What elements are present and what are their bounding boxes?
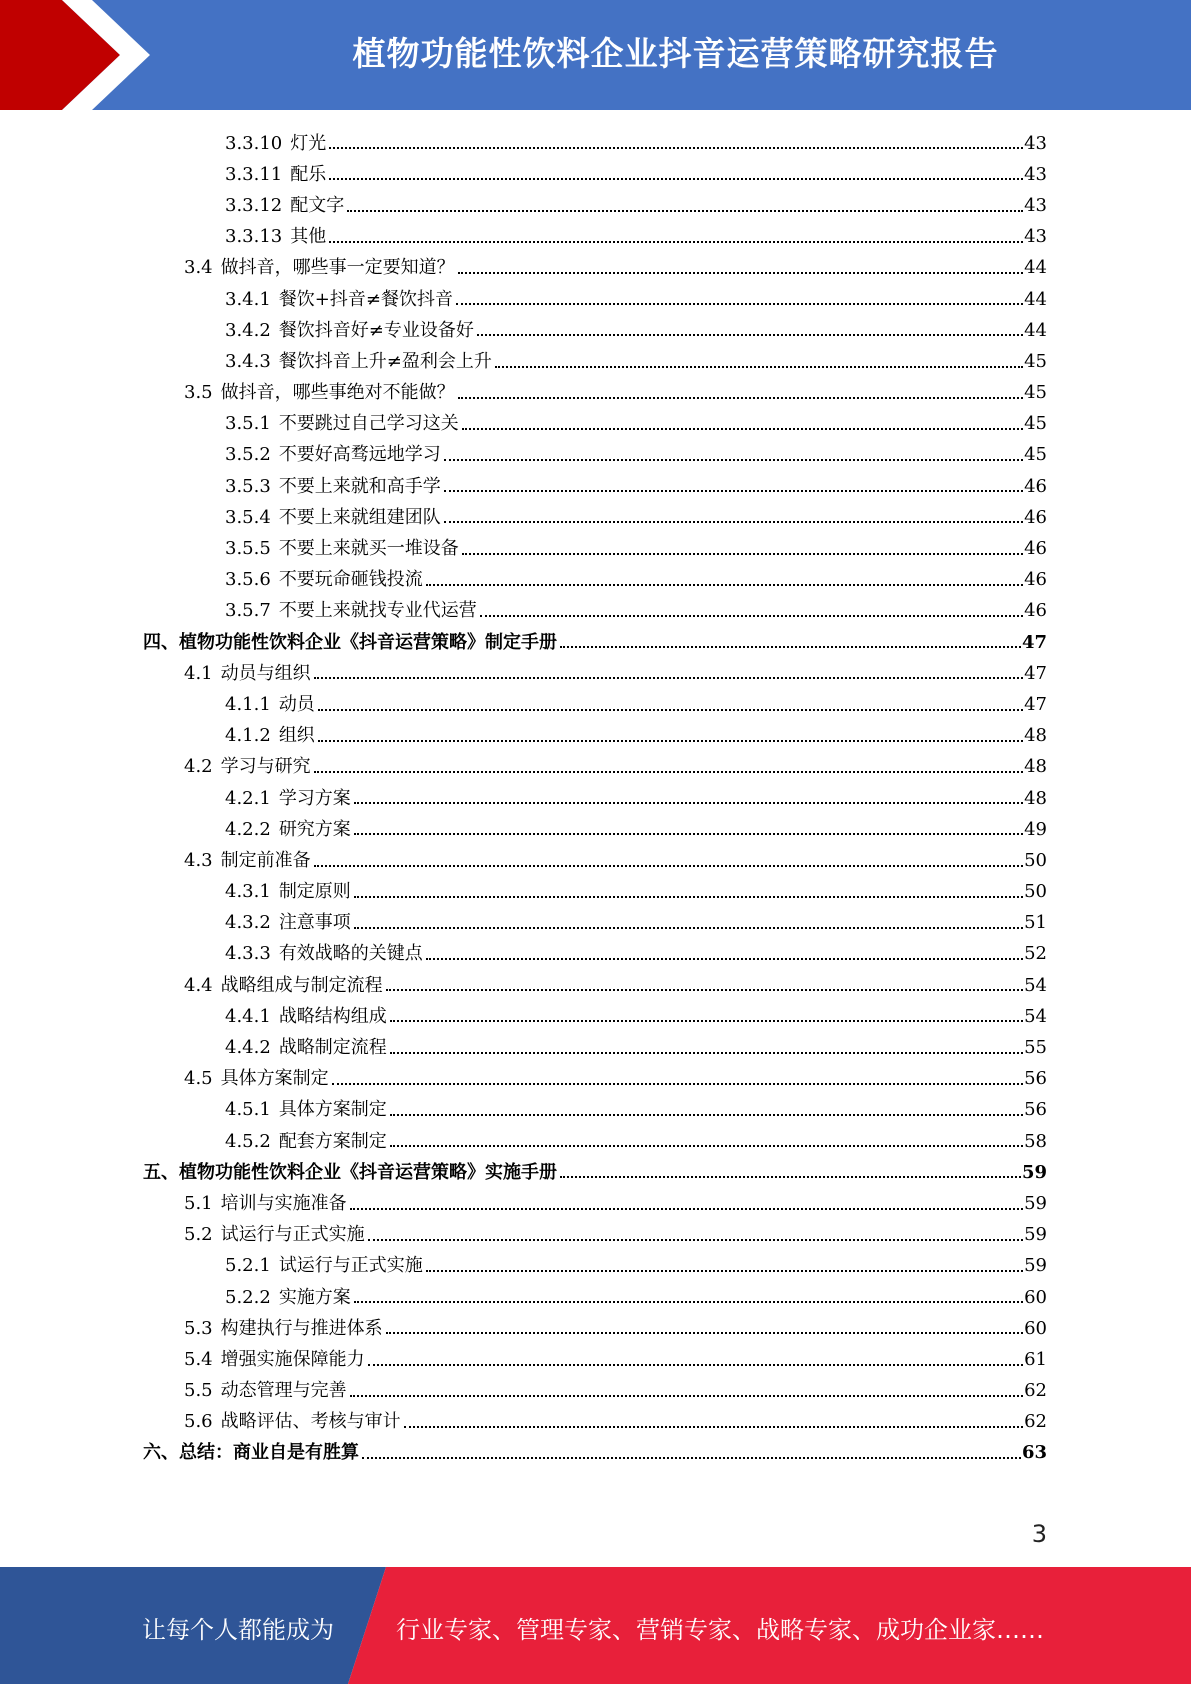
toc-entry-title	[225, 1131, 387, 1153]
toc-entry-number: 3.3.12	[225, 194, 283, 216]
toc-dot-leader	[426, 958, 1023, 960]
toc-entry-label: 配套方案制定	[278, 1130, 387, 1152]
toc-page-number: 47	[1024, 662, 1047, 684]
toc-entry-number: 3.4	[184, 257, 213, 279]
toc-entry[interactable]	[0, 409, 1047, 440]
toc-entry-title	[143, 1442, 359, 1464]
toc-entry-title	[225, 133, 326, 155]
toc-dot-leader	[386, 989, 1023, 991]
toc-entry-number: 4.3.1	[225, 881, 271, 903]
toc-page-number: 59	[1024, 1224, 1047, 1246]
toc-entry-title	[225, 725, 315, 747]
toc-entry-title	[184, 1068, 329, 1090]
toc-page-number: 51	[1024, 912, 1047, 934]
toc-entry-title	[225, 413, 459, 435]
toc-entry-label: 不要上来就和高手学	[278, 475, 441, 497]
toc-entry-title	[184, 1349, 365, 1371]
toc-entry[interactable]	[0, 783, 1047, 814]
toc-entry[interactable]	[0, 752, 1047, 783]
toc-dot-leader	[477, 334, 1023, 336]
toc-page-number: 60	[1024, 1317, 1047, 1339]
toc-entry-title	[184, 850, 311, 872]
toc-entry-title	[184, 382, 455, 404]
toc-entry[interactable]	[0, 346, 1047, 377]
toc-entry-number: 3.5.2	[225, 444, 271, 466]
toc-entry[interactable]	[0, 1064, 1047, 1095]
toc-page-number: 52	[1024, 943, 1047, 965]
toc-page-number: 48	[1024, 756, 1047, 778]
toc-dot-leader	[444, 459, 1023, 461]
toc-entry-label: 不要好高骛远地学习	[278, 444, 441, 466]
toc-entry[interactable]	[0, 315, 1047, 346]
toc-entry-title	[184, 1318, 383, 1340]
toc-entry-title	[225, 1037, 387, 1059]
toc-entry-number: 3.5.1	[225, 413, 271, 435]
toc-entry-number: 4.4.2	[225, 1037, 271, 1059]
toc-entry-number: 5.2.2	[225, 1286, 271, 1308]
toc-dot-leader	[354, 927, 1023, 929]
toc-entry-title	[225, 444, 441, 466]
toc-entry[interactable]	[0, 1344, 1047, 1375]
toc-entry-number: 5.6	[184, 1411, 213, 1433]
toc-dot-leader	[347, 210, 1023, 212]
toc-entry[interactable]	[0, 253, 1047, 284]
toc-dot-leader	[426, 1270, 1023, 1272]
toc-entry-number: 3.3.13	[225, 226, 283, 248]
toc-entry-number: 3.5.3	[225, 475, 271, 497]
toc-entry[interactable]	[0, 1157, 1047, 1188]
toc-entry[interactable]	[0, 814, 1047, 845]
toc-entry-title	[225, 569, 423, 591]
toc-dot-leader	[354, 1301, 1023, 1303]
toc-entry-number: 3.4.3	[225, 350, 271, 372]
toc-page-number: 56	[1024, 1068, 1047, 1090]
page-header	[0, 0, 1191, 110]
toc-dot-leader	[318, 740, 1023, 742]
toc-entry[interactable]	[0, 502, 1047, 533]
toc-entry-title	[225, 476, 441, 498]
toc-entry-label: 餐饮抖音好≠专业设备好	[278, 319, 474, 341]
toc-dot-leader	[314, 771, 1023, 773]
toc-dot-leader	[462, 553, 1023, 555]
toc-page-number: 43	[1024, 163, 1047, 185]
toc-entry[interactable]	[0, 471, 1047, 502]
toc-entry-number: 4.5	[184, 1068, 213, 1090]
toc-entry-title	[184, 1411, 401, 1433]
toc-entry-title	[225, 943, 423, 965]
toc-entry[interactable]	[0, 1001, 1047, 1032]
toc-entry-title	[225, 320, 474, 342]
toc-entry-number: 3.4.1	[225, 288, 271, 310]
toc-entry-label: 试运行与正式实施	[220, 1224, 365, 1246]
toc-entry-label: 具体方案制定	[278, 1099, 387, 1121]
toc-entry-number: 3.5.5	[225, 538, 271, 560]
toc-dot-leader	[350, 1395, 1023, 1397]
toc-dot-leader	[480, 615, 1023, 617]
toc-entry[interactable]	[0, 378, 1047, 409]
toc-dot-leader	[560, 1176, 1021, 1178]
toc-entry[interactable]	[0, 284, 1047, 315]
toc-entry-number: 5.4	[184, 1348, 213, 1370]
toc-page-number: 59	[1024, 1192, 1047, 1214]
toc-entry-number: 3.5.7	[225, 600, 271, 622]
toc-entry[interactable]	[0, 1376, 1047, 1407]
toc-dot-leader	[444, 490, 1023, 492]
toc-dot-leader	[314, 865, 1023, 867]
toc-page-number: 61	[1024, 1348, 1047, 1370]
toc-entry-number: 3.4.2	[225, 319, 271, 341]
toc-entry-title	[225, 507, 441, 529]
toc-entry-label: 战略制定流程	[278, 1037, 387, 1059]
toc-page-number: 47	[1021, 631, 1047, 653]
toc-entry-title	[143, 1162, 557, 1184]
toc-entry-title	[184, 756, 311, 778]
toc-entry-label: 具体方案制定	[220, 1068, 329, 1090]
toc-entry-title	[225, 289, 453, 311]
toc-entry-title	[225, 788, 351, 810]
toc-page-number: 44	[1024, 257, 1047, 279]
toc-dot-leader	[560, 646, 1021, 648]
toc-entry[interactable]	[0, 159, 1047, 190]
toc-dot-leader	[329, 147, 1023, 149]
toc-entry-label: 不要上来就组建团队	[278, 506, 441, 528]
toc-page-number: 45	[1024, 382, 1047, 404]
toc-dot-leader	[318, 709, 1023, 711]
toc-page-number: 46	[1024, 600, 1047, 622]
toc-dot-leader	[390, 1020, 1023, 1022]
toc-entry[interactable]	[0, 533, 1047, 564]
toc-entry-title	[225, 1255, 423, 1277]
toc-page-number: 62	[1024, 1380, 1047, 1402]
toc-entry-label: 注意事项	[278, 912, 351, 934]
toc-entry[interactable]	[0, 1438, 1047, 1469]
toc-page-number: 46	[1024, 538, 1047, 560]
footer-slogan-left: 让每个人都能成为	[142, 1616, 334, 1644]
toc-entry[interactable]	[0, 596, 1047, 627]
toc-entry-number: 六、	[143, 1442, 179, 1464]
toc-page-number: 45	[1024, 413, 1047, 435]
toc-entry-label: 学习与研究	[220, 756, 311, 778]
toc-entry-title	[225, 1287, 351, 1309]
toc-page-number: 58	[1024, 1130, 1047, 1152]
toc-entry-label: 研究方案	[278, 818, 351, 840]
toc-entry-number: 4.2.2	[225, 818, 271, 840]
toc-entry[interactable]	[0, 440, 1047, 471]
toc-entry[interactable]	[0, 222, 1047, 253]
toc-entry-label: 动态管理与完善	[220, 1380, 347, 1402]
toc-dot-leader	[404, 1426, 1023, 1428]
toc-page-number: 59	[1021, 1161, 1047, 1183]
toc-entry-label: 有效战略的关键点	[278, 943, 423, 965]
toc-entry[interactable]	[0, 190, 1047, 221]
toc-entry-number: 3.5	[184, 382, 213, 404]
toc-entry-title	[225, 912, 351, 934]
toc-entry-label: 战略结构组成	[278, 1005, 387, 1027]
toc-entry-title	[225, 694, 315, 716]
toc-dot-leader	[354, 802, 1023, 804]
toc-entry-number: 4.1	[184, 662, 213, 684]
toc-page-number: 60	[1024, 1286, 1047, 1308]
toc-entry-title	[184, 1224, 365, 1246]
toc-dot-leader	[462, 428, 1023, 430]
toc-entry-title	[225, 351, 492, 373]
toc-entry-number: 4.1.1	[225, 693, 271, 715]
toc-entry-label: 总结：商业自是有胜算	[179, 1442, 359, 1464]
toc-dot-leader	[329, 178, 1023, 180]
toc-dot-leader	[368, 1239, 1023, 1241]
toc-dot-leader	[362, 1457, 1021, 1459]
toc-entry-title	[225, 538, 459, 560]
toc-dot-leader	[368, 1364, 1023, 1366]
toc-page-number: 49	[1024, 818, 1047, 840]
toc-entry-title	[225, 1006, 387, 1028]
toc-page-number: 50	[1024, 849, 1047, 871]
toc-entry[interactable]	[0, 877, 1047, 908]
toc-entry-label: 动员	[278, 693, 315, 715]
toc-page-number: 48	[1024, 725, 1047, 747]
toc-dot-leader	[354, 896, 1023, 898]
toc-page-number: 43	[1024, 132, 1047, 154]
toc-entry[interactable]	[0, 565, 1047, 596]
toc-entry-number: 5.2	[184, 1224, 213, 1246]
toc-entry-title	[225, 195, 344, 217]
report-title: 植物功能性饮料企业抖音运营策略研究报告	[352, 34, 999, 73]
toc-entry[interactable]	[0, 1220, 1047, 1251]
toc-entry-label: 植物功能性饮料企业《抖音运营策略》实施手册	[179, 1161, 557, 1183]
toc-entry[interactable]	[0, 1251, 1047, 1282]
toc-entry-label: 培训与实施准备	[220, 1192, 347, 1214]
toc-entry-number: 4.2	[184, 756, 213, 778]
page-footer	[0, 1567, 1191, 1684]
toc-entry-label: 餐饮抖音上升≠盈利会上升	[278, 350, 492, 372]
toc-dot-leader	[390, 1145, 1023, 1147]
toc-entry-number: 五、	[143, 1161, 179, 1183]
toc-page-number: 63	[1021, 1442, 1047, 1464]
toc-page-number: 55	[1024, 1037, 1047, 1059]
toc-page-number: 46	[1024, 569, 1047, 591]
toc-entry-label: 餐饮+抖音≠餐饮抖音	[278, 288, 453, 310]
toc-entry-number: 4.5.2	[225, 1130, 271, 1152]
toc-entry-number: 四、	[143, 631, 179, 653]
toc-entry-title	[225, 819, 351, 841]
toc-entry-number: 4.4	[184, 974, 213, 996]
toc-entry-title	[143, 632, 557, 654]
toc-dot-leader	[495, 366, 1023, 368]
toc-page-number: 45	[1024, 350, 1047, 372]
toc-entry-title	[184, 1380, 347, 1402]
toc-entry-number: 5.3	[184, 1317, 213, 1339]
toc-dot-leader	[329, 241, 1023, 243]
toc-entry-label: 做抖音，哪些事绝对不能做？	[220, 382, 455, 404]
toc-entry-number: 4.5.1	[225, 1099, 271, 1121]
toc-entry-label: 组织	[278, 725, 315, 747]
toc-entry-number: 5.2.1	[225, 1255, 271, 1277]
table-of-contents	[0, 128, 1191, 1469]
toc-page-number: 50	[1024, 881, 1047, 903]
toc-entry-label: 不要玩命砸钱投流	[278, 569, 423, 591]
toc-entry-label: 构建执行与推进体系	[220, 1317, 383, 1339]
toc-dot-leader	[456, 303, 1023, 305]
toc-entry-label: 不要跳过自己学习这关	[278, 413, 459, 435]
toc-page-number: 46	[1024, 475, 1047, 497]
toc-entry-number: 3.3.11	[225, 163, 283, 185]
toc-entry-label: 配文字	[290, 194, 345, 216]
toc-dot-leader	[390, 1052, 1023, 1054]
toc-entry-label: 配乐	[290, 163, 327, 185]
toc-entry-title	[225, 600, 477, 622]
page-number: 3	[1031, 1520, 1047, 1548]
footer-slogan-right: 行业专家、管理专家、营销专家、战略专家、成功企业家……	[396, 1616, 1044, 1644]
toc-entry-number: 3.5.4	[225, 506, 271, 528]
toc-entry[interactable]	[0, 1313, 1047, 1344]
toc-page-number: 54	[1024, 1005, 1047, 1027]
toc-entry-number: 3.3.10	[225, 132, 283, 154]
toc-entry-title	[184, 1193, 347, 1215]
toc-entry-label: 动员与组织	[220, 662, 311, 684]
toc-page-number: 59	[1024, 1255, 1047, 1277]
toc-entry-label: 战略评估、考核与审计	[220, 1411, 401, 1433]
toc-entry-title	[184, 975, 383, 997]
toc-dot-leader	[386, 1332, 1023, 1334]
toc-entry[interactable]	[0, 627, 1047, 658]
toc-entry-number: 4.3.2	[225, 912, 271, 934]
toc-page-number: 46	[1024, 506, 1047, 528]
toc-dot-leader	[354, 833, 1023, 835]
toc-entry-label: 制定前准备	[220, 849, 311, 871]
toc-entry-number: 4.3.3	[225, 943, 271, 965]
toc-entry-label: 植物功能性饮料企业《抖音运营策略》制定手册	[179, 631, 557, 653]
toc-entry-label: 实施方案	[278, 1286, 351, 1308]
toc-page-number: 43	[1024, 226, 1047, 248]
toc-dot-leader	[444, 521, 1023, 523]
toc-entry[interactable]	[0, 1407, 1047, 1438]
toc-entry-label: 学习方案	[278, 787, 351, 809]
toc-dot-leader	[314, 677, 1023, 679]
toc-entry-number: 5.1	[184, 1192, 213, 1214]
toc-page-number: 43	[1024, 194, 1047, 216]
toc-entry-title	[184, 257, 455, 279]
toc-entry-number: 3.5.6	[225, 569, 271, 591]
toc-entry[interactable]	[0, 721, 1047, 752]
toc-entry-title	[225, 164, 326, 186]
toc-entry-label: 灯光	[290, 132, 327, 154]
toc-entry[interactable]	[0, 845, 1047, 876]
toc-entry-number: 5.5	[184, 1380, 213, 1402]
toc-entry-title	[225, 881, 351, 903]
toc-entry-label: 不要上来就买一堆设备	[278, 538, 459, 560]
toc-entry-number: 4.3	[184, 849, 213, 871]
toc-entry-title	[225, 1099, 387, 1121]
toc-dot-leader	[390, 1114, 1023, 1116]
toc-entry[interactable]	[0, 908, 1047, 939]
toc-entry-label: 不要上来就找专业代运营	[278, 600, 477, 622]
toc-entry[interactable]	[0, 1032, 1047, 1063]
toc-entry[interactable]	[0, 1188, 1047, 1219]
toc-entry-label: 其他	[290, 226, 327, 248]
toc-entry-label: 增强实施保障能力	[220, 1348, 365, 1370]
toc-page-number: 54	[1024, 974, 1047, 996]
toc-page-number: 48	[1024, 787, 1047, 809]
toc-entry[interactable]	[0, 128, 1047, 159]
toc-page-number: 44	[1024, 288, 1047, 310]
toc-entry-label: 战略组成与制定流程	[220, 974, 383, 996]
toc-entry[interactable]	[0, 970, 1047, 1001]
toc-entry[interactable]	[0, 1282, 1047, 1313]
toc-entry-label: 制定原则	[278, 881, 351, 903]
toc-dot-leader	[350, 1208, 1023, 1210]
toc-dot-leader	[458, 272, 1023, 274]
toc-entry[interactable]	[0, 658, 1047, 689]
toc-entry-number: 4.4.1	[225, 1005, 271, 1027]
toc-entry[interactable]	[0, 1126, 1047, 1157]
toc-entry[interactable]	[0, 939, 1047, 970]
toc-entry-label: 做抖音，哪些事一定要知道？	[220, 257, 455, 279]
toc-entry-number: 4.2.1	[225, 787, 271, 809]
toc-dot-leader	[426, 584, 1023, 586]
toc-page-number: 44	[1024, 319, 1047, 341]
toc-page-number: 47	[1024, 693, 1047, 715]
toc-dot-leader	[458, 397, 1023, 399]
toc-entry-title	[184, 663, 311, 685]
toc-entry-number: 4.1.2	[225, 725, 271, 747]
toc-dot-leader	[332, 1083, 1023, 1085]
toc-page-number: 56	[1024, 1099, 1047, 1121]
toc-entry-title	[225, 226, 326, 248]
toc-page-number: 45	[1024, 444, 1047, 466]
toc-entry-label: 试运行与正式实施	[278, 1255, 423, 1277]
toc-entry[interactable]	[0, 689, 1047, 720]
toc-page-number: 62	[1024, 1411, 1047, 1433]
toc-entry[interactable]	[0, 1095, 1047, 1126]
